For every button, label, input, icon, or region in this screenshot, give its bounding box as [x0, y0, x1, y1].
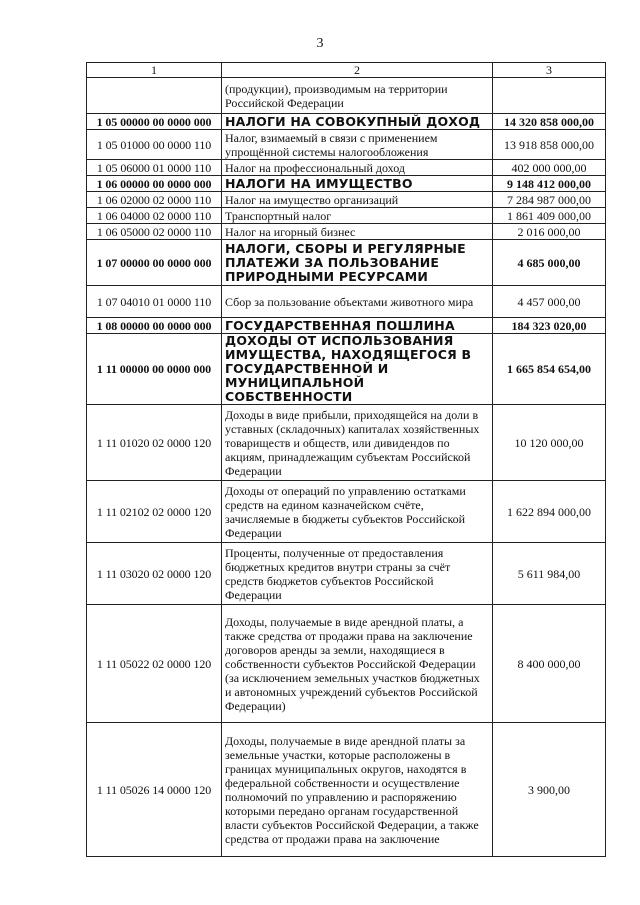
row-amount: 5 611 984,00 — [493, 543, 606, 605]
table-row — [87, 160, 606, 176]
row-code: 1 11 05022 02 0000 120 — [87, 605, 222, 723]
table-header-row — [87, 63, 606, 78]
table-row — [87, 114, 606, 130]
table-row — [87, 481, 606, 543]
row-amount — [493, 78, 606, 114]
row-name: Налог на профессиональный доход — [222, 160, 493, 176]
row-name: Доходы, получаемые в виде арендной платы за земельные участки, которые расположены в границах муниципальных округов, находятся в федеральной собственности и осуществление полномочий по управлению и распоряжению которыми передано органам государственной власти субъектов Российской Федерации, а также средства от продажи права на заключение — [222, 723, 493, 857]
row-name: (продукции), производимым на территории Российской Федерации — [222, 78, 493, 114]
header-col-1: 1 — [87, 63, 222, 78]
row-code: 1 07 04010 01 0000 110 — [87, 286, 222, 318]
row-name: Сбор за пользование объектами животного мира — [222, 286, 493, 318]
table-row — [87, 192, 606, 208]
row-amount: 14 320 858 000,00 — [493, 114, 606, 130]
row-name: Доходы, получаемые в виде арендной платы, а также средства от продажи права на заключение договоров аренды за земли, находящиеся в собственности субъектов Российской Федерации (за исключением земельных участков бюджетных и автономных учреждений субъектов Российской Федерации) — [222, 605, 493, 723]
row-code: 1 11 03020 02 0000 120 — [87, 543, 222, 605]
row-amount: 184 323 020,00 — [493, 318, 606, 334]
table-row — [87, 240, 606, 286]
row-amount: 4 685 000,00 — [493, 240, 606, 286]
row-name: НАЛОГИ, СБОРЫ И РЕГУЛЯРНЫЕ ПЛАТЕЖИ ЗА ПОЛЬЗОВАНИЕ ПРИРОДНЫМИ РЕСУРСАМИ — [222, 240, 493, 286]
row-code: 1 06 02000 02 0000 110 — [87, 192, 222, 208]
row-amount: 402 000 000,00 — [493, 160, 606, 176]
row-code: 1 06 05000 02 0000 110 — [87, 224, 222, 240]
table-row — [87, 286, 606, 318]
page-number: 3 — [316, 36, 324, 51]
row-name: Налог на имущество организаций — [222, 192, 493, 208]
row-code: 1 11 00000 00 0000 000 — [87, 334, 222, 405]
row-name: Доходы в виде прибыли, приходящейся на доли в уставных (складочных) капиталах хозяйственных товариществ и обществ, или дивидендов по акциям, принадлежащим субъектам Российской Федерации — [222, 405, 493, 481]
row-name: ГОСУДАРСТВЕННАЯ ПОШЛИНА — [222, 318, 493, 334]
revenue-table — [86, 62, 606, 857]
table-row — [87, 208, 606, 224]
row-code: 1 05 00000 00 0000 000 — [87, 114, 222, 130]
header-col-3: 3 — [493, 63, 606, 78]
row-amount: 3 900,00 — [493, 723, 606, 857]
row-code: 1 05 06000 01 0000 110 — [87, 160, 222, 176]
row-amount: 9 148 412 000,00 — [493, 176, 606, 192]
table-row — [87, 78, 606, 114]
row-code: 1 08 00000 00 0000 000 — [87, 318, 222, 334]
row-code: 1 06 04000 02 0000 110 — [87, 208, 222, 224]
row-code: 1 07 00000 00 0000 000 — [87, 240, 222, 286]
table-row — [87, 334, 606, 405]
table-row — [87, 224, 606, 240]
row-code: 1 06 00000 00 0000 000 — [87, 176, 222, 192]
row-amount: 7 284 987 000,00 — [493, 192, 606, 208]
table-row — [87, 405, 606, 481]
row-code: 1 11 05026 14 0000 120 — [87, 723, 222, 857]
row-name: ДОХОДЫ ОТ ИСПОЛЬЗОВАНИЯ ИМУЩЕСТВА, НАХОДЯЩЕГОСЯ В ГОСУДАРСТВЕННОЙ И МУНИЦИПАЛЬНОЙ СОБСТВЕННОСТИ — [222, 334, 493, 405]
row-amount: 4 457 000,00 — [493, 286, 606, 318]
table-row — [87, 605, 606, 723]
row-amount: 1 622 894 000,00 — [493, 481, 606, 543]
row-code: 1 05 01000 00 0000 110 — [87, 130, 222, 160]
row-amount: 1 861 409 000,00 — [493, 208, 606, 224]
row-name: Налог, взимаемый в связи с применением упрощённой системы налогообложения — [222, 130, 493, 160]
row-amount: 8 400 000,00 — [493, 605, 606, 723]
row-name: Налог на игорный бизнес — [222, 224, 493, 240]
row-amount: 10 120 000,00 — [493, 405, 606, 481]
row-code: 1 11 01020 02 0000 120 — [87, 405, 222, 481]
row-name: НАЛОГИ НА СОВОКУПНЫЙ ДОХОД — [222, 114, 493, 130]
row-code: 1 11 02102 02 0000 120 — [87, 481, 222, 543]
header-col-2: 2 — [222, 63, 493, 78]
row-amount: 13 918 858 000,00 — [493, 130, 606, 160]
row-name: НАЛОГИ НА ИМУЩЕСТВО — [222, 176, 493, 192]
table-row — [87, 723, 606, 857]
table-row — [87, 130, 606, 160]
row-amount: 2 016 000,00 — [493, 224, 606, 240]
table-row — [87, 318, 606, 334]
row-code — [87, 78, 222, 114]
row-name: Транспортный налог — [222, 208, 493, 224]
row-name: Доходы от операций по управлению остатками средств на едином казначейском счёте, зачисляемые в бюджеты субъектов Российской Федерации — [222, 481, 493, 543]
table-row — [87, 176, 606, 192]
row-amount: 1 665 854 654,00 — [493, 334, 606, 405]
table-row — [87, 543, 606, 605]
row-name: Проценты, полученные от предоставления бюджетных кредитов внутри страны за счёт средств бюджетов субъектов Российской Федерации — [222, 543, 493, 605]
